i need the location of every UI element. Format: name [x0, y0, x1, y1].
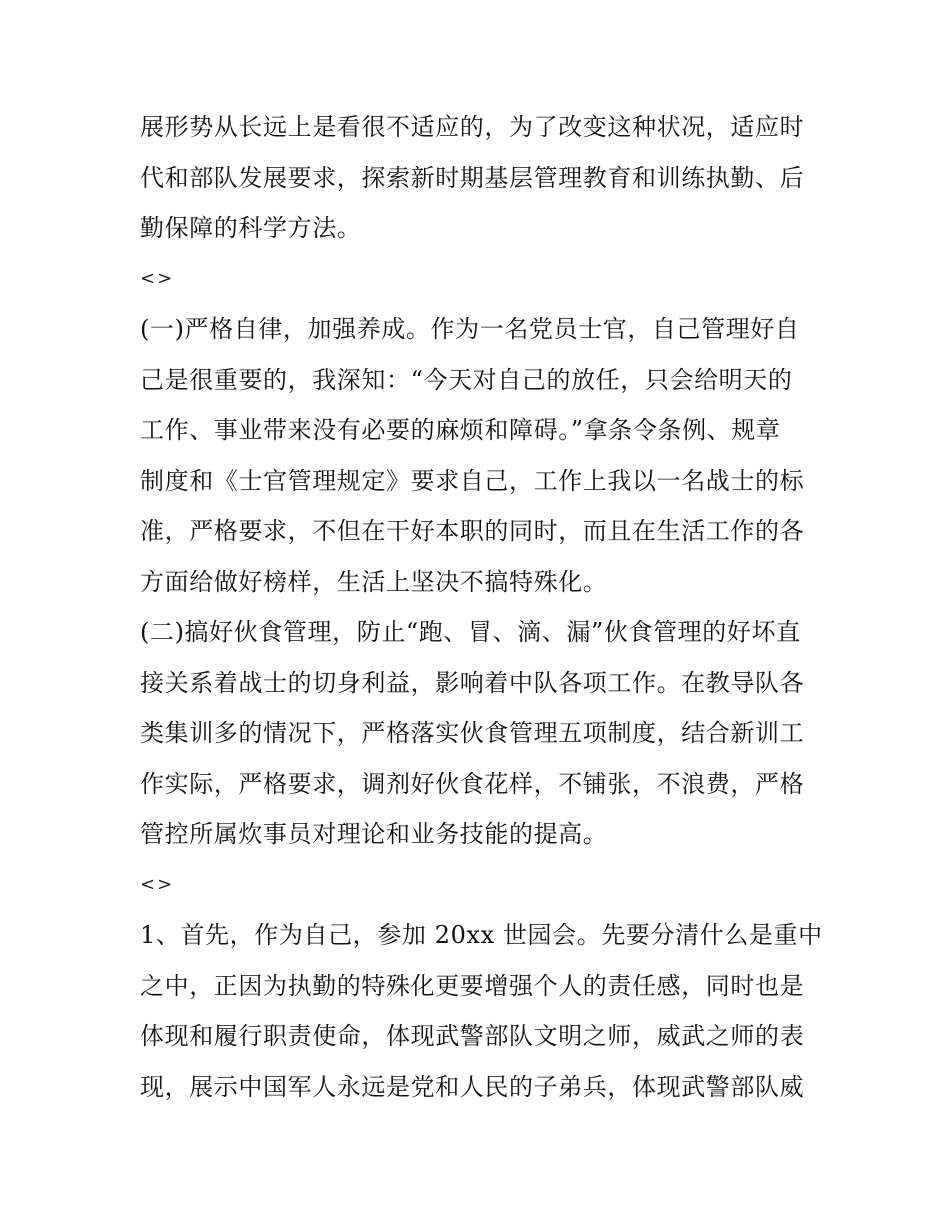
section-marker: <>: [140, 267, 175, 289]
text-line: 工作、事业带来没有必要的麻烦和障碍。”拿条令条例、规章: [140, 416, 781, 444]
text-line: 展形势从长远上是看很不适应的，为了改变这种状况，适应时: [140, 113, 805, 141]
section-marker: <>: [140, 873, 175, 895]
text-line: 1、首先，作为自己，参加 20xx 世园会。先要分清什么是重中: [140, 921, 823, 949]
text-line: 己是很重要的，我深知：“今天对自己的放任，只会给明天的: [140, 365, 793, 394]
text-line: 类集训多的情况下，严格落实伙食管理五项制度，结合新训工: [140, 719, 805, 747]
text-line: 现，展示中国军人永远是党和人民的子弟兵，体现武警部队威: [140, 1072, 805, 1101]
text-line: (一)严格自律，加强养成。作为一名党员士官，自己管理好自: [140, 315, 800, 343]
text-line: 体现和履行职责使命，体现武警部队文明之师，威武之师的表: [140, 1022, 805, 1050]
text-line: (二)搞好伙食管理，防止“跑、冒、滴、漏”伙食管理的好坏直: [140, 618, 801, 646]
text-line: 管控所属炊事员对理论和业务技能的提高。: [140, 820, 608, 848]
text-line: 作实际，严格要求，调剂好伙食花样，不铺张，不浪费，严格: [140, 769, 805, 798]
body-text: [140, 102, 823, 1112]
text-line: 方面给做好榜样，生活上坚决不搞特殊化。: [140, 567, 608, 596]
text-line: 代和部队发展要求，探索新时期基层管理教育和训练执勤、后: [140, 163, 805, 192]
text-line: 勤保障的科学方法。: [140, 214, 362, 242]
text-line: 之中，正因为执勤的特殊化更要增强个人的责任感，同时也是: [140, 971, 805, 1000]
text-line: 准，严格要求，不但在干好本职的同时，而且在生活工作的各: [140, 517, 805, 545]
text-line: 接关系着战士的切身利益，影响着中队各项工作。在教导队各: [140, 668, 805, 697]
text-line: 制度和《士官管理规定》要求自己，工作上我以一名战士的标: [140, 466, 805, 495]
